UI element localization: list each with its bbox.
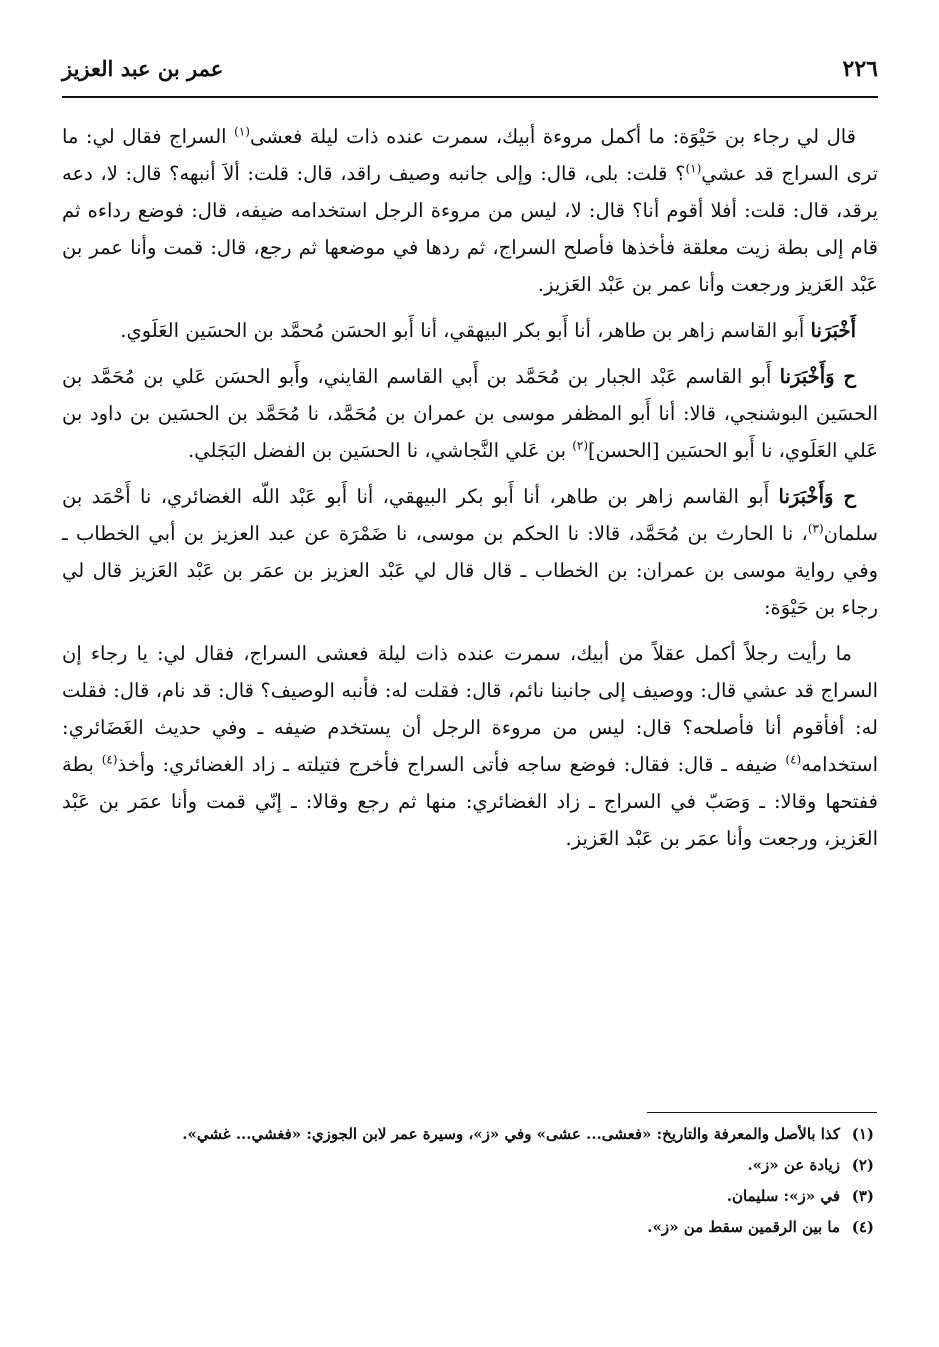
- footnote-number: (٤): [851, 1218, 874, 1236]
- paragraph-text: أَبو القاسم زاهر بن طاهر، أنا أَبو بكر البيهقي، أنا أَبو عَبْد اللّه الغضائري، نا أَحْمَد بن سلمان: [62, 485, 878, 545]
- footnote-ref: (٢): [572, 438, 589, 453]
- header-rule: [62, 96, 878, 98]
- paragraph-text: ؟ قلت: بلى، قال: وإلى جانبه وصيف راقد، قال: قلت: ألاَ أنبهه؟ قال: لا، دعه يرقد، قال: قلت: أفلا أقوم أنا؟ قال: لا، ليس من مروءة الرجل استخدامه ضيفه، قال: فوضع رداءه ثم قام إلى بطة زيت معلقة فأخذها فأصلح السراج، ثم ردها في موضعها ثم رجع، قال: قمت وأنا عمر بن عَبْد العَزيز ورجعت وأنا عمر بن عَبْد العَزيز.: [62, 162, 878, 296]
- paragraph-text: ، نا الحارث بن مُحَمَّد، قالا: نا الحكم بن موسى، نا ضَمْرَة عن عبد العزيز بن أبي الخطاب ـ وفي رواية موسى بن عمران: بن الخطاب ـ قال قال لي عَبْد العزيز بن عمَر بن عَبْد العَزيز قال لي رجاء بن حَيْوَة:: [62, 522, 878, 619]
- paragraph-p3: [62, 358, 878, 469]
- footnote-item: [62, 1215, 874, 1240]
- page-number: ٢٢٦: [842, 56, 878, 82]
- paragraph-text: ما رأيت رجلاً أكمل عقلاً من أبيك، سمرت عنده ذات ليلة فعشى السراج، فقال لي: يا رجاء إن السراج قد عشي قال: ووصيف إلى جانبنا نائم، قال: فقلت له: فأنبه الوصيف؟ قال: قد نام، قال: فقلت له: أفأقوم أنا فأصلحه؟ قال: ليس من مروءة الرجل أن يستخدم ضيفه ـ وفي حديث الغَضَائري: استخدامه: [62, 642, 879, 776]
- footnote-ref: (١): [234, 124, 250, 139]
- paragraph-text: أَبو القاسم زاهر بن طاهر، أنا أَبو بكر البيهقي، أنا أَبو الحسَن مُحمَّد بن الحسَين العَلَوي.: [120, 319, 811, 342]
- footnote-item: [62, 1184, 874, 1209]
- footnotes: [62, 1122, 874, 1246]
- isnad-lead: ح وَأَخْبَرَنا: [779, 365, 856, 388]
- footnote-text: ما بين الرقمين سقط من «ز».: [647, 1218, 840, 1236]
- footnote-text: زيادة عن «ز».: [747, 1156, 840, 1174]
- paragraph-p4: [62, 478, 878, 626]
- footnote-text: كذا بالأصل والمعرفة والتاريخ: «فعشى... عشى» وفي «ز»، وسيرة عمر لابن الجوزي: «فغشي... غشي».: [182, 1125, 840, 1143]
- footnote-number: (١): [851, 1125, 874, 1143]
- footnote-ref: (١): [685, 161, 702, 176]
- footnote-number: (٣): [851, 1187, 874, 1205]
- main-text: [62, 118, 878, 866]
- paragraph-text: بن عَلي النَّجاشي، نا الحسَين بن الفضل البَجَلي.: [188, 439, 573, 462]
- paragraph-text: ضيفه ـ قال: فقال: فوضع ساجه فأتى السراج فأخرج فتيلته ـ زاد الغضائري: وأخذ: [117, 753, 786, 776]
- page-header: [62, 56, 878, 96]
- footnote-item: [62, 1153, 874, 1178]
- footnote-item: [62, 1122, 874, 1147]
- isnad-lead: أَخْبَرَنا: [810, 319, 856, 342]
- paragraph-text: السراج فقال لي: ما ترى السراج قد عشي: [62, 125, 878, 185]
- isnad-lead: ح وَأَخْبَرَنا: [778, 485, 856, 508]
- footnote-number: (٢): [851, 1156, 874, 1174]
- footnote-rule: [647, 1112, 877, 1113]
- paragraph-p1: [62, 118, 878, 303]
- paragraph-p5: [62, 635, 878, 857]
- paragraph-text: أَبو القاسم عَبْد الجبار بن مُحَمَّد بن أَبي القاسم القايني، وأَبو الحسَن عَلي بن مُحَمَّد بن الحسَين البوشنجي، قالا: أنا أَبو المظفر موسى بن عمران بن مُحَمَّد، نا مُحَمَّد بن الحسَين بن داود بن عَلي العَلَوي، نا أَبو الحسَين [الحسن]: [62, 365, 878, 462]
- footnote-ref: (٤): [785, 752, 802, 767]
- paragraph-text: بطة ففتحها وقالا: ـ وَصَبّ في السراج ـ زاد الغضائري: منها ثم رجع وقالا: ـ إنّي قمت وأنا عمَر بن عَبْد العَزيز، ورجعت وأنا عمَر بن عَبْد العَزيز.: [62, 753, 878, 850]
- paragraph-p2: [62, 312, 878, 349]
- footnote-text: في «ز»: سليمان.: [726, 1187, 840, 1205]
- footnote-ref: (٣): [807, 521, 824, 536]
- paragraph-text: قال لي رجاء بن حَيْوَة: ما أكمل مروءة أبيك، سمرت عنده ذات ليلة فعشى: [249, 125, 856, 148]
- footnote-ref: (٤): [101, 752, 118, 767]
- running-title: عمر بن عبد العزيز: [62, 56, 224, 81]
